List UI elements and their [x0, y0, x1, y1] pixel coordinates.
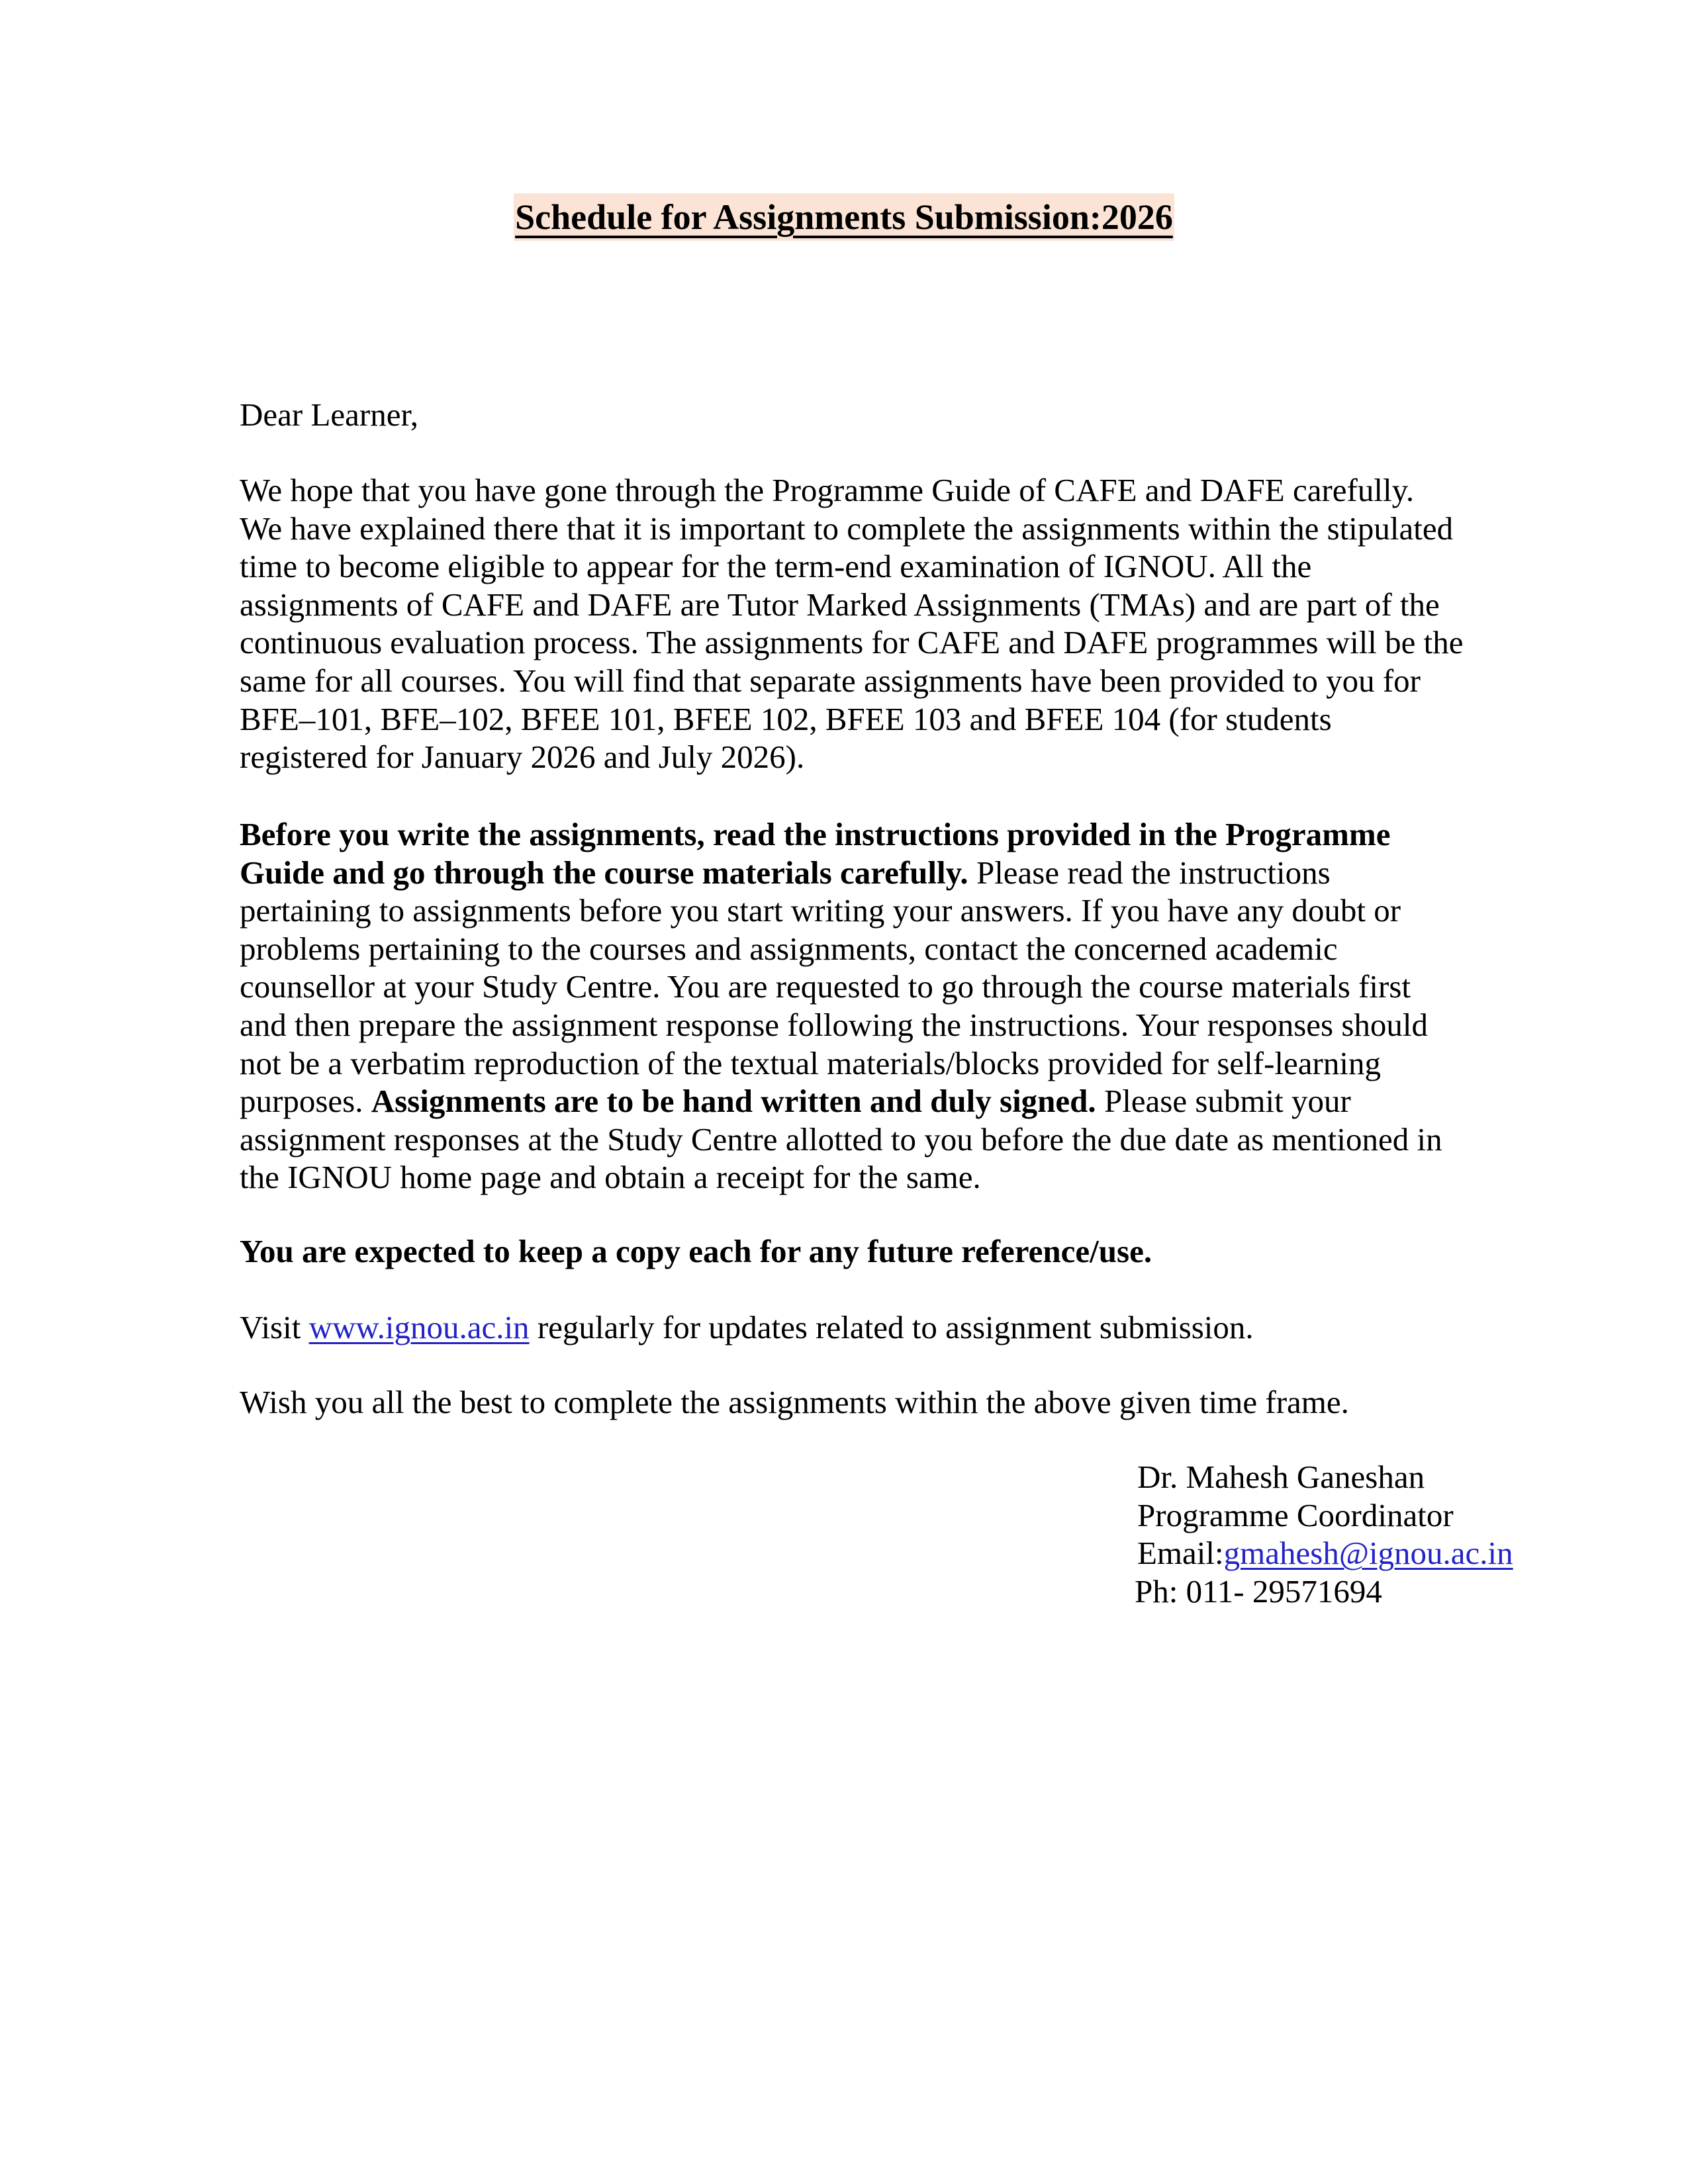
signature-block: [1137, 1458, 1513, 1610]
paragraph-line: counsellor at your Study Centre. You are requested to go through the course materials first: [240, 968, 1411, 1005]
paragraph-line: not be a verbatim reproduction of the textual materials/blocks provided for self-learning: [240, 1044, 1381, 1081]
paragraph-line: BFE–101, BFE–102, BFEE 101, BFEE 102, BFEE 103 and BFEE 104 (for students: [240, 700, 1332, 737]
paragraph-line: We have explained there that it is important to complete the assignments within the stipulated: [240, 510, 1454, 547]
bold-text: Assignments are to be hand written and duly signed.: [371, 1083, 1096, 1120]
text-span: regularly for updates related to assignment submission.: [529, 1309, 1254, 1345]
paragraph-line: pertaining to assignments before you start writing your answers. If you have any doubt or: [240, 892, 1401, 929]
copy-reminder: You are expected to keep a copy each for any future reference/use.: [240, 1233, 1152, 1269]
paragraph-line: [240, 854, 1497, 892]
closing-wish: Wish you all the best to complete the assignments within the above given time frame.: [240, 1384, 1349, 1420]
email-link[interactable]: gmahesh@ignou.ac.in: [1223, 1535, 1513, 1572]
text-span: Visit: [240, 1309, 309, 1345]
title-container: [0, 193, 1688, 241]
paragraph-line: We hope that you have gone through the Programme Guide of CAFE and DAFE carefully.: [240, 472, 1415, 508]
paragraph-line: registered for January 2026 and July 2026).: [240, 739, 805, 776]
text-span: Please submit your: [1096, 1083, 1351, 1120]
coordinator-email: [1137, 1534, 1513, 1572]
text-span: Please read the instructions: [968, 854, 1331, 891]
paragraph-line: problems pertaining to the courses and assignments, contact the concerned academic: [240, 930, 1338, 967]
paragraph-line: [240, 1082, 1497, 1120]
paragraph-line: Before you write the assignments, read the instructions provided in the Programme: [240, 816, 1391, 852]
paragraph-line: same for all courses. You will find that separate assignments have been provided to you for: [240, 662, 1421, 699]
page-title: Schedule for Assignments Submission:2026: [514, 193, 1174, 241]
text-span: purposes.: [240, 1083, 371, 1120]
instructions-paragraph: [240, 815, 1497, 1197]
ignou-website-link[interactable]: www.ignou.ac.in: [308, 1309, 530, 1345]
paragraph-line: assignments of CAFE and DAFE are Tutor Marked Assignments (TMAs) and are part of the: [240, 586, 1440, 623]
paragraph-line: assignment responses at the Study Centre allotted to you before the due date as mentioned in: [240, 1120, 1442, 1158]
paragraph-line: time to become eligible to appear for the term-end examination of IGNOU. All the: [240, 548, 1312, 585]
bold-text: Guide and go through the course materials carefully.: [240, 854, 968, 891]
email-label: Email:: [1137, 1535, 1224, 1572]
coordinator-name: Dr. Mahesh Ganeshan: [1137, 1459, 1425, 1495]
visit-website-line: [240, 1308, 1497, 1347]
paragraph-line: continuous evaluation process. The assignments for CAFE and DAFE programmes will be the: [240, 624, 1464, 661]
paragraph-line: the IGNOU home page and obtain a receipt for the same.: [240, 1159, 981, 1196]
intro-paragraph: [240, 471, 1497, 776]
paragraph-line: and then prepare the assignment response following the instructions. Your responses should: [240, 1006, 1429, 1043]
salutation: Dear Learner,: [240, 396, 419, 433]
coordinator-phone: Ph: 011- 29571694: [1135, 1572, 1382, 1610]
coordinator-role: Programme Coordinator: [1137, 1496, 1454, 1533]
